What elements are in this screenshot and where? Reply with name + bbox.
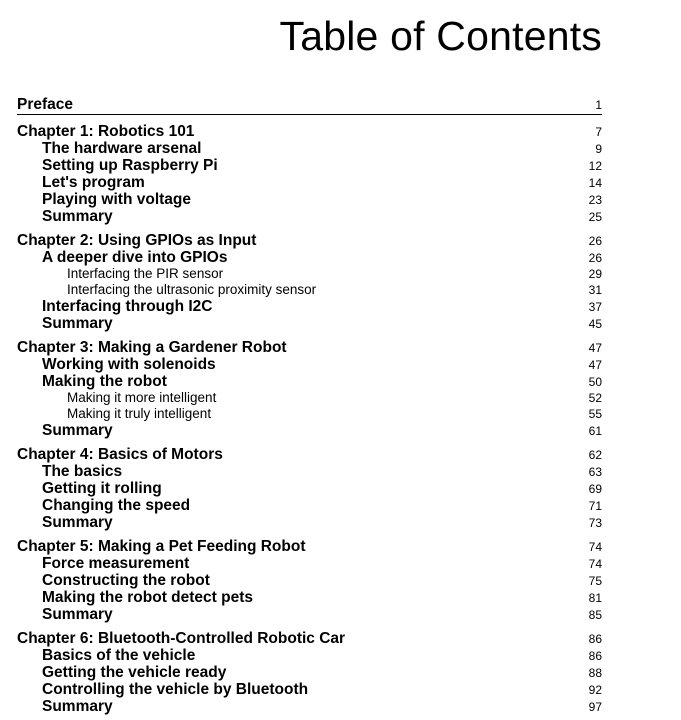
toc-section[interactable] [17,514,602,531]
toc-page-number: 86 [588,649,602,663]
toc-page-number: 97 [588,700,602,714]
toc-page-number: 74 [588,540,602,554]
toc-section-label: Controlling the vehicle by Bluetooth [42,681,309,698]
toc-section[interactable] [17,249,602,266]
toc-section-label: Setting up Raspberry Pi [42,157,218,174]
toc-section[interactable] [17,698,602,715]
toc-preface[interactable] [17,96,602,115]
toc-entry-label: Preface [17,96,74,113]
toc-section[interactable] [17,315,602,332]
toc-page-number: 63 [588,465,602,479]
toc-page-number: 12 [588,159,602,173]
toc-chapter-label: Chapter 1: Robotics 101 [17,123,195,140]
toc-page-number: 31 [588,283,602,297]
toc-section-label: Changing the speed [42,497,191,514]
toc-page-number: 61 [588,424,602,438]
toc-subsection[interactable] [17,390,602,406]
toc-section[interactable] [17,208,602,225]
toc-subsection-label: Interfacing the PIR sensor [67,266,224,281]
toc-page-number: 9 [595,142,602,156]
toc-page-number: 29 [588,267,602,281]
toc-section-label: The hardware arsenal [42,140,202,157]
toc-page-number: 73 [588,516,602,530]
toc-section-label: Summary [42,422,113,439]
toc-section-label: Getting it rolling [42,480,162,497]
toc-page-number: 88 [588,666,602,680]
toc-chapter-label: Chapter 4: Basics of Motors [17,446,223,463]
toc-page-number: 47 [588,358,602,372]
toc-page-number: 86 [588,632,602,646]
toc-page-number: 52 [588,391,602,405]
toc-section-label: The basics [42,463,123,480]
toc-section[interactable] [17,463,602,480]
toc-section[interactable] [17,140,602,157]
toc-page-number: 50 [588,375,602,389]
toc-chapter-label: Chapter 6: Bluetooth-Controlled Robotic Car [17,630,346,647]
toc-page-number: 81 [588,591,602,605]
toc-list [17,96,602,715]
toc-chapter[interactable] [17,538,602,555]
toc-subsection[interactable] [17,266,602,282]
toc-section[interactable] [17,298,602,315]
toc-page-number: 55 [588,407,602,421]
toc-section-label: A deeper dive into GPIOs [42,249,228,266]
toc-section[interactable] [17,681,602,698]
toc-page-number: 75 [588,574,602,588]
toc-chapter[interactable] [17,446,602,463]
toc-section-label: Summary [42,514,113,531]
toc-section-label: Interfacing through I2C [42,298,213,315]
toc-page-number: 26 [588,234,602,248]
toc-chapter-label: Chapter 2: Using GPIOs as Input [17,232,257,249]
toc-section-label: Force measurement [42,555,190,572]
toc-chapter[interactable] [17,232,602,249]
toc-section[interactable] [17,356,602,373]
toc-section-label: Let's program [42,174,145,191]
toc-chapter[interactable] [17,630,602,647]
toc-chapter-label: Chapter 5: Making a Pet Feeding Robot [17,538,306,555]
toc-page-number: 1 [595,98,602,112]
toc-page-number: 45 [588,317,602,331]
toc-page-number: 71 [588,499,602,513]
toc-chapter[interactable] [17,339,602,356]
toc-chapter-label: Chapter 3: Making a Gardener Robot [17,339,287,356]
toc-section[interactable] [17,555,602,572]
toc-section[interactable] [17,191,602,208]
toc-page-number: 85 [588,608,602,622]
toc-section-label: Making the robot [42,373,167,390]
toc-section[interactable] [17,422,602,439]
toc-subsection-label: Making it more intelligent [67,390,217,405]
toc-page-number: 74 [588,557,602,571]
toc-section[interactable] [17,174,602,191]
toc-section[interactable] [17,480,602,497]
toc-section[interactable] [17,664,602,681]
toc-page-number: 7 [595,125,602,139]
toc-section-label: Playing with voltage [42,191,191,208]
toc-section[interactable] [17,589,602,606]
toc-section[interactable] [17,373,602,390]
toc-page-number: 62 [588,448,602,462]
toc-section[interactable] [17,606,602,623]
toc-page-number: 26 [588,251,602,265]
toc-section[interactable] [17,157,602,174]
toc-page-number: 23 [588,193,602,207]
toc-section[interactable] [17,647,602,664]
toc-section-label: Summary [42,606,113,623]
toc-page-number: 14 [588,176,602,190]
toc-section-label: Working with solenoids [42,356,216,373]
toc-subsection[interactable] [17,406,602,422]
toc-page-number: 37 [588,300,602,314]
page-title: Table of Contents [279,13,602,59]
toc-chapter[interactable] [17,123,602,140]
toc-subsection-label: Making it truly intelligent [67,406,212,421]
toc-section-label: Getting the vehicle ready [42,664,227,681]
toc-subsection[interactable] [17,282,602,298]
toc-section-label: Constructing the robot [42,572,210,589]
toc-section-label: Making the robot detect pets [42,589,253,606]
toc-section-label: Summary [42,698,113,715]
toc-page-number: 69 [588,482,602,496]
toc-page-number: 47 [588,341,602,355]
toc-section-label: Summary [42,208,113,225]
toc-section-label: Summary [42,315,113,332]
toc-subsection-label: Interfacing the ultrasonic proximity sensor [67,282,317,297]
toc-section-label: Basics of the vehicle [42,647,196,664]
toc-page-number: 25 [588,210,602,224]
toc-section[interactable] [17,572,602,589]
toc-page-number: 92 [588,683,602,697]
toc-section[interactable] [17,497,602,514]
